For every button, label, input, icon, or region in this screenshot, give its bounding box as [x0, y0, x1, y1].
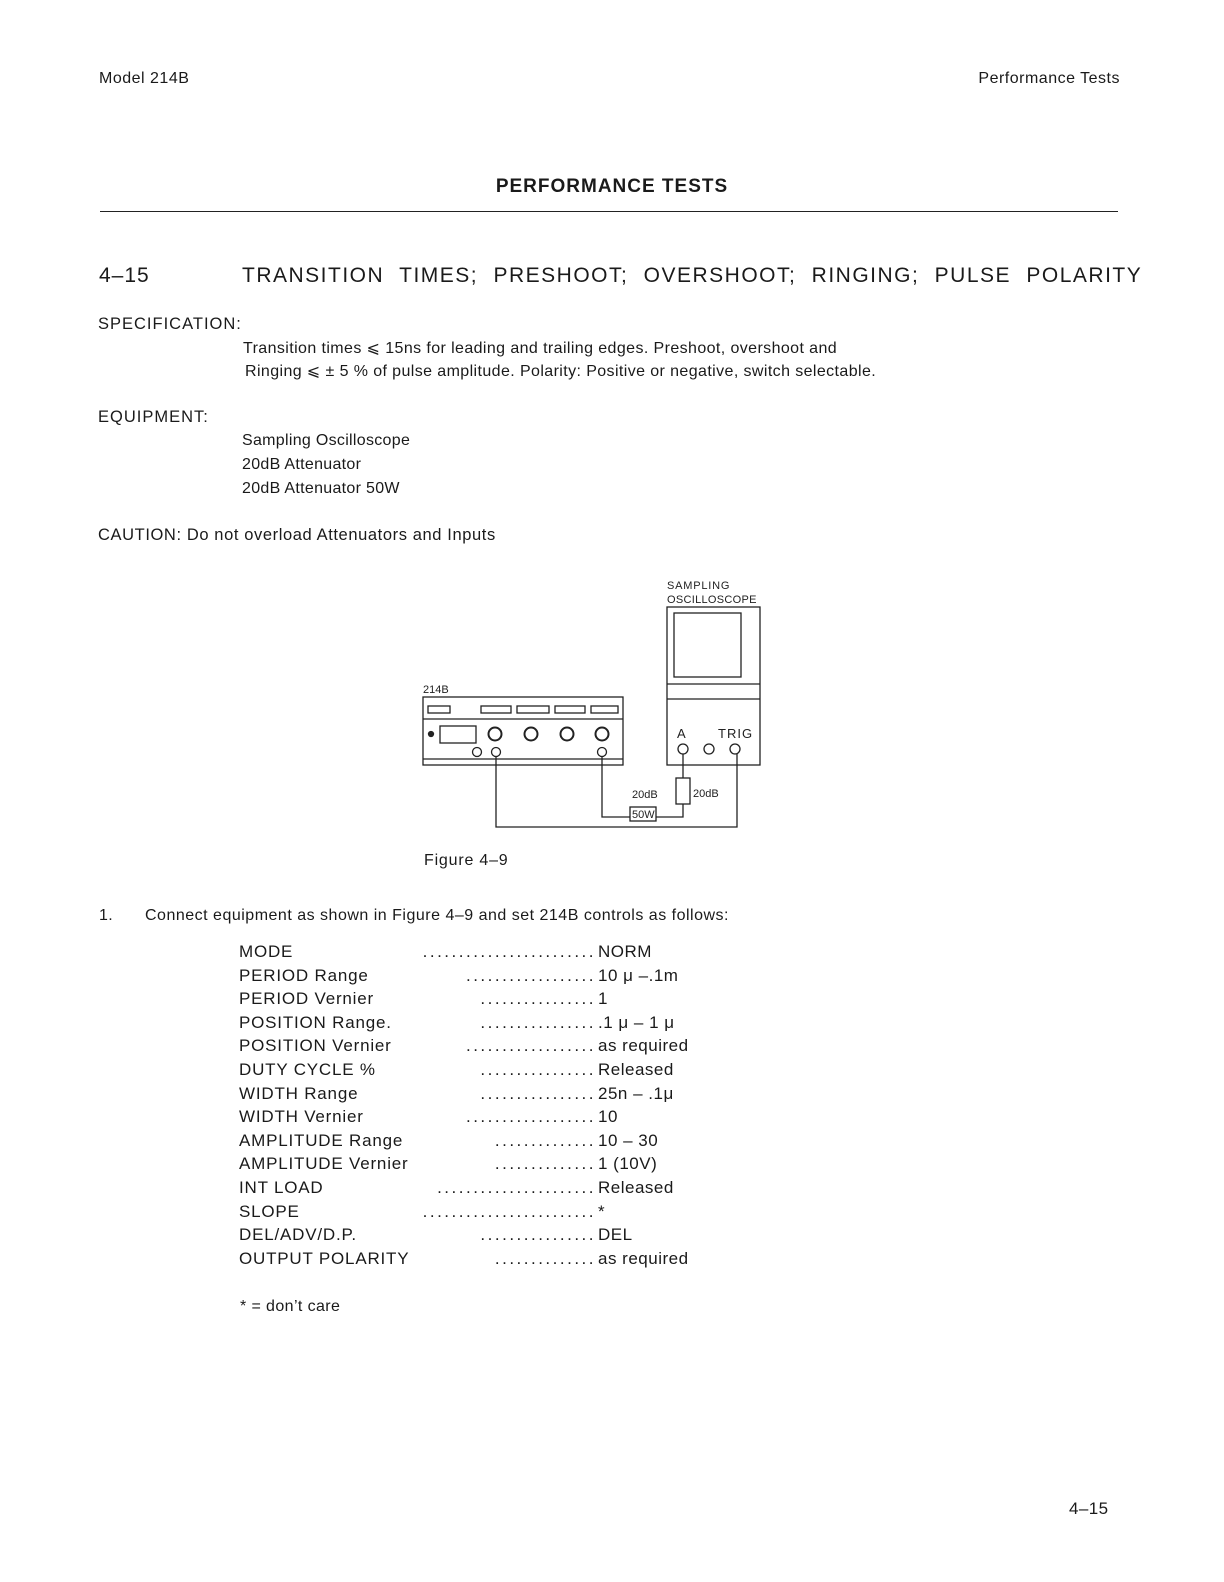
- section-title: TRANSITION TIMES; PRESHOOT; OVERSHOOT; RINGING; PULSE POLARITY: [242, 264, 1143, 287]
- control-leader-dots: ................: [480, 1083, 596, 1103]
- control-name: DEL/ADV/D.P.: [239, 1225, 357, 1245]
- control-value: 10: [598, 1107, 618, 1127]
- scope-label: OSCILLOSCOPE: [667, 594, 757, 606]
- output-connector: [598, 748, 607, 757]
- sampling-oscilloscope: [667, 607, 760, 765]
- knob-icon: [596, 728, 609, 741]
- input-a-connector: [678, 744, 688, 754]
- scope-label: SAMPLING: [667, 580, 731, 592]
- control-value: as required: [598, 1036, 689, 1056]
- control-name: WIDTH Range: [239, 1083, 359, 1103]
- control-value: Released: [598, 1178, 674, 1197]
- connection-diagram: [0, 570, 1224, 880]
- equipment-label: EQUIPMENT:: [98, 408, 209, 426]
- control-value: Released: [598, 1060, 674, 1079]
- step-text: Connect equipment as shown in Figure 4–9 and set 214B controls as follows:: [145, 907, 729, 924]
- switch-icon: [517, 706, 549, 713]
- running-header-model: Model 214B: [99, 70, 190, 87]
- generator-214b: [423, 697, 623, 765]
- specification-line-1: Transition times ⩽ 15ns for leading and trailing edges. Preshoot, overshoot and: [243, 340, 838, 357]
- figure-caption: Figure 4–9: [424, 852, 509, 869]
- control-leader-dots: ................: [480, 1060, 596, 1079]
- control-leader-dots: ................: [480, 989, 596, 1009]
- control-name: DUTY CYCLE %: [239, 1060, 376, 1079]
- oscilloscope-screen: [674, 613, 741, 677]
- control-leader-dots: ..............: [494, 1130, 596, 1150]
- equipment-item: 20dB Attenuator: [242, 456, 362, 473]
- title-rule: [100, 211, 1118, 212]
- control-value: as required: [598, 1248, 689, 1268]
- attenuator-sub-label: 50W: [632, 809, 655, 821]
- page-number: 4–15: [1069, 1499, 1109, 1518]
- control-value: 1 (10V): [598, 1154, 658, 1174]
- attenuator-20db: [676, 778, 690, 804]
- knob-icon: [489, 728, 502, 741]
- step-number: 1.: [99, 907, 114, 924]
- output-connector: [473, 748, 482, 757]
- control-name: SLOPE: [239, 1201, 300, 1221]
- switch-icon: [591, 706, 618, 713]
- control-value: .1 μ – 1 μ: [598, 1012, 675, 1032]
- control-name: MODE: [239, 942, 294, 961]
- control-leader-dots: ........................: [422, 942, 596, 961]
- control-name: POSITION Vernier: [239, 1036, 392, 1056]
- equipment-item: Sampling Oscilloscope: [242, 432, 411, 449]
- page-title: PERFORMANCE TESTS: [495, 176, 729, 197]
- control-value: *: [598, 1201, 606, 1221]
- display-window: [440, 726, 476, 743]
- section-number: 4–15: [99, 264, 150, 287]
- control-name: WIDTH Vernier: [239, 1107, 364, 1127]
- knob-icon: [561, 728, 574, 741]
- input-a-label: A: [677, 726, 686, 741]
- specification-label: SPECIFICATION:: [98, 315, 242, 333]
- switch-icon: [428, 706, 450, 713]
- control-leader-dots: ................: [480, 1012, 596, 1032]
- knob-icon: [525, 728, 538, 741]
- control-value: 10 – 30: [598, 1130, 659, 1150]
- control-leader-dots: ..................: [465, 1107, 596, 1127]
- running-header-section: Performance Tests: [978, 70, 1120, 87]
- control-value: 1: [598, 989, 608, 1009]
- control-leader-dots: ................: [480, 1225, 596, 1245]
- control-leader-dots: ......................: [437, 1178, 596, 1197]
- control-name: PERIOD Range: [239, 965, 369, 985]
- control-name: AMPLITUDE Vernier: [239, 1154, 409, 1174]
- control-leader-dots: ..............: [494, 1154, 596, 1174]
- generator-body: [423, 697, 623, 765]
- switch-icon: [555, 706, 585, 713]
- oscilloscope-body: [667, 607, 760, 765]
- attenuator-label: 20dB: [632, 789, 658, 801]
- specification-line-2: Ringing ⩽ ± 5 % of pulse amplitude. Polarity: Positive or negative, switch selectable.: [245, 363, 877, 380]
- control-value: 10 μ –.1m: [598, 965, 679, 985]
- control-leader-dots: ........................: [422, 1201, 596, 1221]
- trigger-output-connector: [492, 748, 501, 757]
- control-name: OUTPUT POLARITY: [239, 1248, 410, 1268]
- device-label: 214B: [423, 684, 449, 696]
- switch-icon: [481, 706, 511, 713]
- attenuator-label: 20dB: [693, 788, 719, 800]
- control-value: NORM: [598, 942, 652, 961]
- control-value: 25n – .1μ: [598, 1083, 674, 1103]
- control-leader-dots: ..................: [465, 1036, 596, 1056]
- control-leader-dots: ..............: [494, 1248, 596, 1268]
- input-trig-label: TRIG: [718, 726, 754, 741]
- power-indicator-icon: [429, 732, 434, 737]
- equipment-item: 20dB Attenuator 50W: [242, 480, 400, 497]
- trig-input-connector: [730, 744, 740, 754]
- control-name: AMPLITUDE Range: [239, 1130, 404, 1150]
- control-value: DEL: [598, 1225, 633, 1245]
- input-connector: [704, 744, 714, 754]
- footnote: * = don’t care: [240, 1298, 341, 1315]
- caution-note: CAUTION: Do not overload Attenuators and Inputs: [98, 526, 496, 544]
- control-leader-dots: ..................: [465, 965, 596, 985]
- control-name: POSITION Range.: [239, 1012, 392, 1032]
- control-name: PERIOD Vernier: [239, 989, 374, 1009]
- control-name: INT LOAD: [239, 1178, 324, 1197]
